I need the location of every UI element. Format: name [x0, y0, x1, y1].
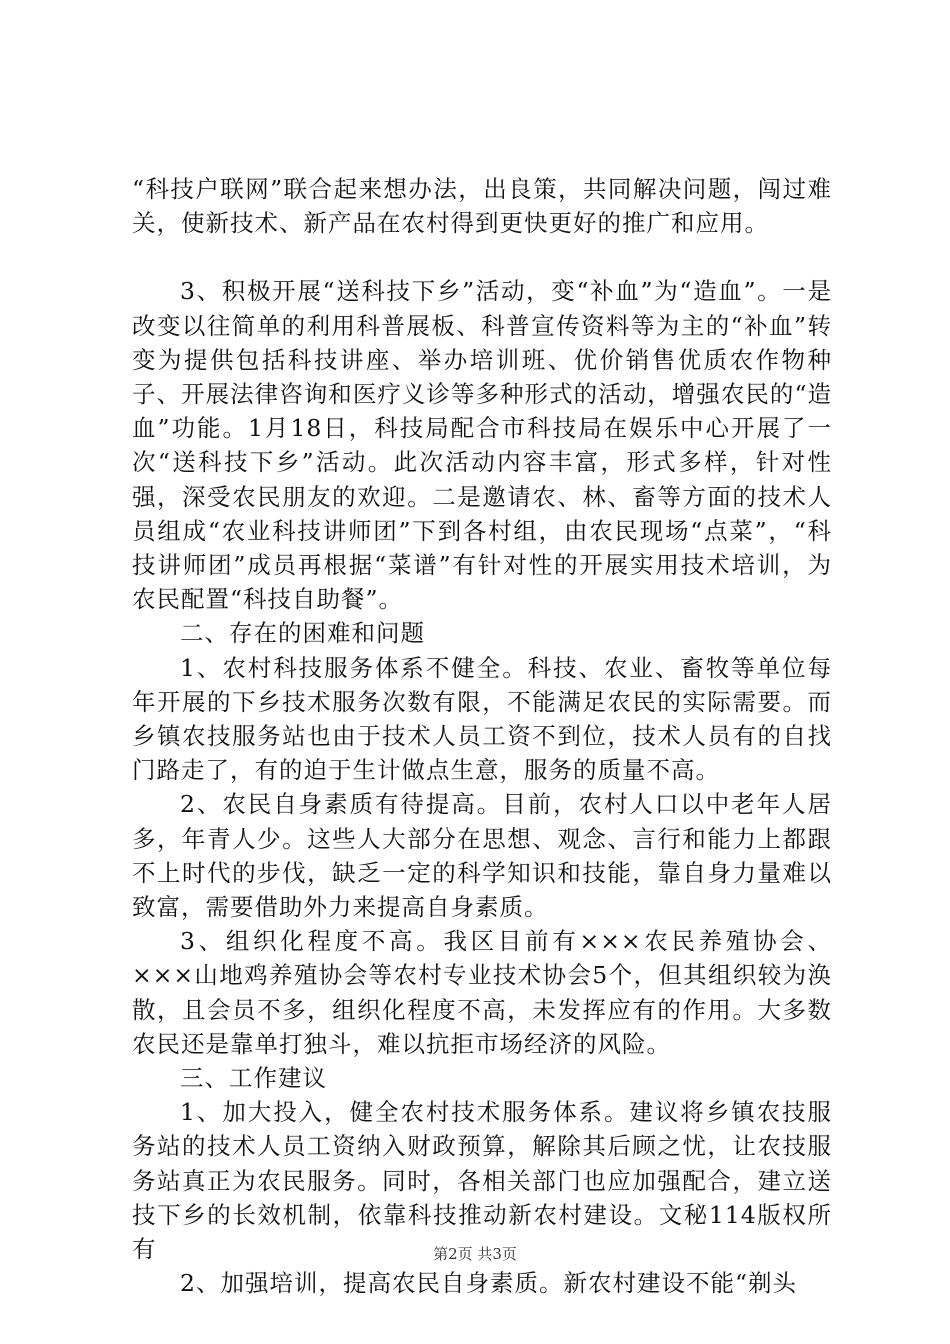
document-body — [132, 172, 832, 1301]
section-heading-suggestions: 三、工作建议 — [180, 1064, 327, 1093]
paragraph-service-system: 1、农村科技服务体系不健全。科技、农业、畜牧等单位每年开展的下乡技术服务次数有限，不能满足农民的实际需要。而乡镇农技服务站也由于技术人员工资不到位，技术人员有的自找门路走了，有的迫于生计做点生意，服务的质量不高。 — [132, 653, 832, 785]
paragraph-send-tech-to-countryside: 3、积极开展“送科技下乡”活动，变“补血”为“造血”。一是改变以往简单的利用科普展板、科普宣传资料等为主的“补血”转变为提供包括科技讲座、举办培训班、优价销售优质农作物种子、开展法律咨询和医疗义诊等多种形式的活动，增强农民的“造血”功能。1月18日，科技局配合市科技局在娱乐中心开展了一次“送科技下乡”活动。此次活动内容丰富，形式多样，针对性强，深受农民朋友的欢迎。二是邀请农、林、畜等方面的技术人员组成“农业科技讲师团”下到各村组，由农民现场“点菜”，“科技讲师团”成员再根据“菜谱”有针对性的开展实用技术培训，为农民配置“科技自助餐”。 — [132, 277, 832, 614]
paragraph-organization: 3、组织化程度不高。我区目前有×××农民养殖协会、×××山地鸡养殖协会等农村专业技术协会5个，但其组织较为涣散，且会员不多，组织化程度不高，未发挥应有的作用。大多数农民还是靠单打独斗，难以抗拒市场经济的风险。 — [132, 927, 832, 1058]
paragraph-continuation: “科技户联网”联合起来想办法，出良策，共同解决问题，闯过难关，使新技术、新产品在农村得到更快更好的推广和应用。 — [132, 175, 832, 238]
page-footer: 第2页 共3页 — [433, 1245, 517, 1263]
paragraph-training: 2、加强培训，提高农民自身素质。新农村建设不能“剃头 — [180, 1269, 797, 1298]
paragraph-farmer-quality: 2、农民自身素质有待提高。目前，农村人口以中老年人居多，年青人少。这些人大部分在思想、观念、言行和能力上都跟不上时代的步伐，缺乏一定的科学知识和技能，靠自身力量难以致富，需要借助外力来提高自身素质。 — [132, 790, 832, 922]
section-heading-difficulties: 二、存在的困难和问题 — [180, 619, 425, 648]
paragraph-increase-investment: 1、加大投入，健全农村技术服务体系。建议将乡镇农技服务站的技术人员工资纳入财政预算，解除其后顾之忧，让农技服务站真正为农民服务。同时，各相关部门也应加强配合，建立送技下乡的长效机制，依靠科技推动新农村建设。文秘114版权所有 — [132, 1098, 832, 1264]
